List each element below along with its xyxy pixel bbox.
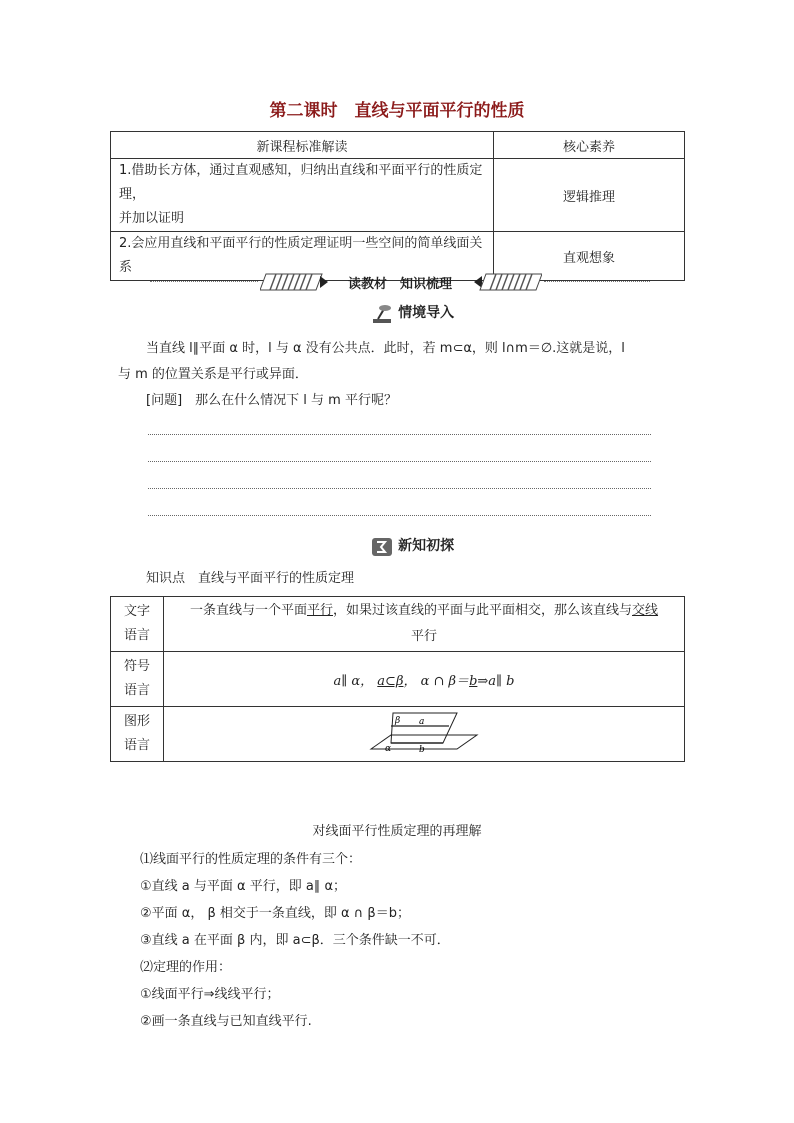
note-line: ⑴线面平行的性质定理的条件有三个： [140, 852, 362, 867]
note-line: ⑵定理的作用： [140, 960, 232, 975]
note-line: ②平面 α， β 相交于一条直线，即 α ∩ β＝b； [140, 906, 410, 921]
note-line: ①直线 a 与平面 α 平行，即 a∥ α； [140, 879, 347, 894]
svg-text:a: a [419, 717, 425, 727]
answer-line [148, 434, 651, 435]
row-label: 文字 语言 [111, 597, 164, 652]
table-head-standard: 新课程标准解读 [111, 132, 494, 159]
lamp-icon [370, 303, 394, 325]
banner-stripes-left-icon [260, 272, 330, 292]
page-title: 第二课时 直线与平面平行的性质 [269, 101, 525, 121]
section-heading-new: 新知初探 [370, 535, 454, 558]
table-cell-literacy: 逻辑推理 [494, 159, 685, 232]
answer-line [148, 515, 651, 516]
svg-text:b: b [419, 745, 425, 755]
section-heading-intro: 情境导入 [370, 302, 454, 325]
book-icon [370, 536, 394, 558]
text-language-cell: 一条直线与一个平面平行，如果过该直线的平面与此平面相交，那么该直线与交线 平行 [164, 597, 685, 652]
question-text: [问题] 那么在什么情况下 l 与 m 平行呢？ [146, 393, 397, 408]
table-head-literacy: 核心素养 [494, 132, 685, 159]
symbol-language-cell: a∥ α， a⊂β， α ∩ β＝b⇒a∥ b [164, 652, 685, 707]
row-label: 图形 语言 [111, 707, 164, 762]
note-line: ③直线 a 在平面 β 内，即 a⊂β．三个条件缺一不可． [140, 933, 450, 948]
table-row: 1.借助长方体，通过直观感知，归纳出直线和平面平行的性质定理， 并加以证明 [111, 159, 494, 232]
standards-table [110, 131, 685, 281]
svg-text:β: β [395, 716, 401, 726]
svg-text:α: α [385, 744, 392, 754]
table-row: 2.会应用直线和平面平行的性质定理证明一些空间的简单线面关系 [111, 232, 494, 281]
banner-title: 读教材 知识梳理 [347, 277, 452, 292]
knowledge-point-title: 知识点 直线与平面平行的性质定理 [146, 571, 355, 586]
notes-title: 对线面平行性质定理的再理解 [312, 824, 482, 839]
section-banner [150, 270, 650, 294]
answer-line [148, 461, 651, 462]
table-cell-literacy: 直观想象 [494, 232, 685, 281]
banner-stripes-right-icon [472, 272, 542, 292]
intro-paragraph: 当直线 l∥平面 α 时，l 与 α 没有公共点．此时，若 m⊂α，则 l∩m＝∅.这就是说，l 与 m 的位置关系是平行或异面． [问题] 那么在什么情况下 l 与 m 平行呢？ [118, 336, 678, 414]
answer-line [148, 488, 651, 489]
planes-figure [369, 709, 479, 755]
theorem-table [110, 596, 685, 762]
figure-language-cell [164, 707, 685, 762]
note-line: ②画一条直线与已知直线平行. [140, 1014, 312, 1029]
row-label: 符号 语言 [111, 652, 164, 707]
note-line: ①线面平行⇒线线平行； [140, 987, 280, 1002]
